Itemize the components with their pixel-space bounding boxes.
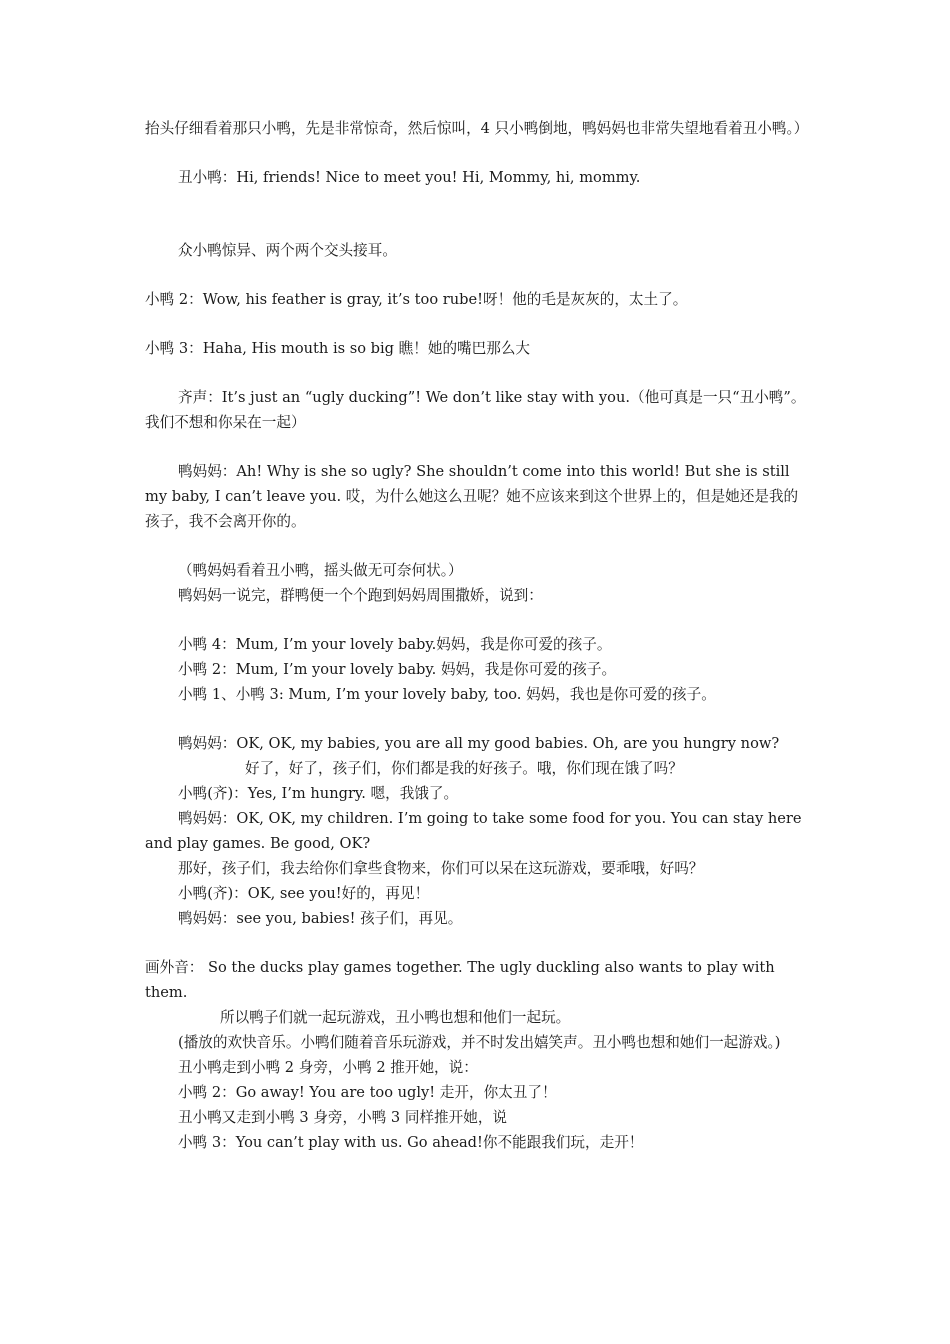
dialogue-line: 小鸭 4：Mum, I’m your lovely baby.妈妈，我是你可爱的孩子。 [178,636,612,653]
stage-direction: (播放的欢快音乐。小鸭们随着音乐玩游戏，并不时发出嬉笑声。丑小鸭也想和她们一起游戏。) [178,1034,781,1051]
dialogue-line: 小鸭 2：Mum, I’m your lovely baby. 妈妈，我是你可爱的孩子。 [178,661,617,678]
narration-line: 画外音： So the ducks play games together. The ugly duckling also wants to play with them. [145,959,775,1001]
dialogue-line: 齐声：It’s just an “ugly ducking”! We don’t like stay with you.（他可真是一只“丑小鸭”。我们不想和你呆在一起） [145,389,806,431]
stage-direction: 丑小鸭走到小鸭 2 身旁，小鸭 2 推开她，说： [178,1059,478,1076]
dialogue-line: 小鸭 3：You can’t play with us. Go ahead!你不能跟我们玩，走开！ [178,1134,644,1151]
dialogue-translation: 好了，好了，孩子们，你们都是我的好孩子。哦，你们现在饿了吗？ [245,760,683,777]
dialogue-line: 小鸭(齐)：Yes, I’m hungry. 嗯，我饿了。 [178,785,459,802]
dialogue-line: 鸭妈妈：Ah! Why is she so ugly? She shouldn’t come into this world! But she is still my baby, I can’t leave you. 哎，为什么她这么丑呢？她不应该来到这个世界上的，但是她还是我的孩子，我不会离开你的。 [145,463,799,530]
dialogue-line: 小鸭 2：Wow, his feather is gray, it’s too rube!呀！他的毛是灰灰的，太土了。 [145,291,688,308]
dialogue-line: 小鸭 3：Haha, His mouth is so big 瞧！她的嘴巴那么大 [145,340,531,357]
dialogue-line: 鸭妈妈：OK, OK, my babies, you are all my good babies. Oh, are you hungry now? [178,735,780,752]
dialogue-line: 小鸭(齐)：OK, see you!好的，再见！ [178,885,430,902]
dialogue-line: 丑小鸭：Hi, friends! Nice to meet you! Hi, Mommy, hi, mommy. [178,169,641,186]
stage-direction: 丑小鸭又走到小鸭 3 身旁，小鸭 3 同样推开她，说 [178,1109,508,1126]
stage-direction: 鸭妈妈一说完，群鸭便一个个跑到妈妈周围撒娇，说到： [178,587,543,604]
stage-direction: 抬头仔细看着那只小鸭，先是非常惊奇，然后惊叫，4 只小鸭倒地，鸭妈妈也非常失望地看着丑小鸭。） [145,120,809,137]
narration-translation: 所以鸭子们就一起玩游戏，丑小鸭也想和他们一起玩。 [220,1009,571,1026]
dialogue-line: 鸭妈妈：see you, babies! 孩子们，再见。 [178,910,463,927]
dialogue-line: 小鸭 1、小鸭 3: Mum, I’m your lovely baby, too. 妈妈，我也是你可爱的孩子。 [178,686,716,703]
document-page [145,116,810,1155]
dialogue-translation: 那好，孩子们，我去给你们拿些食物来，你们可以呆在这玩游戏，要乖哦，好吗？ [178,860,704,877]
dialogue-line: 鸭妈妈：OK, OK, my children. I’m going to take some food for you. You can stay here and play games. Be good, OK? [145,810,802,852]
dialogue-line: 小鸭 2：Go away! You are too ugly! 走开，你太丑了！ [178,1084,557,1101]
stage-direction: （鸭妈妈看着丑小鸭，摇头做无可奈何状。） [178,562,463,579]
stage-direction: 众小鸭惊异、两个两个交头接耳。 [178,242,397,259]
